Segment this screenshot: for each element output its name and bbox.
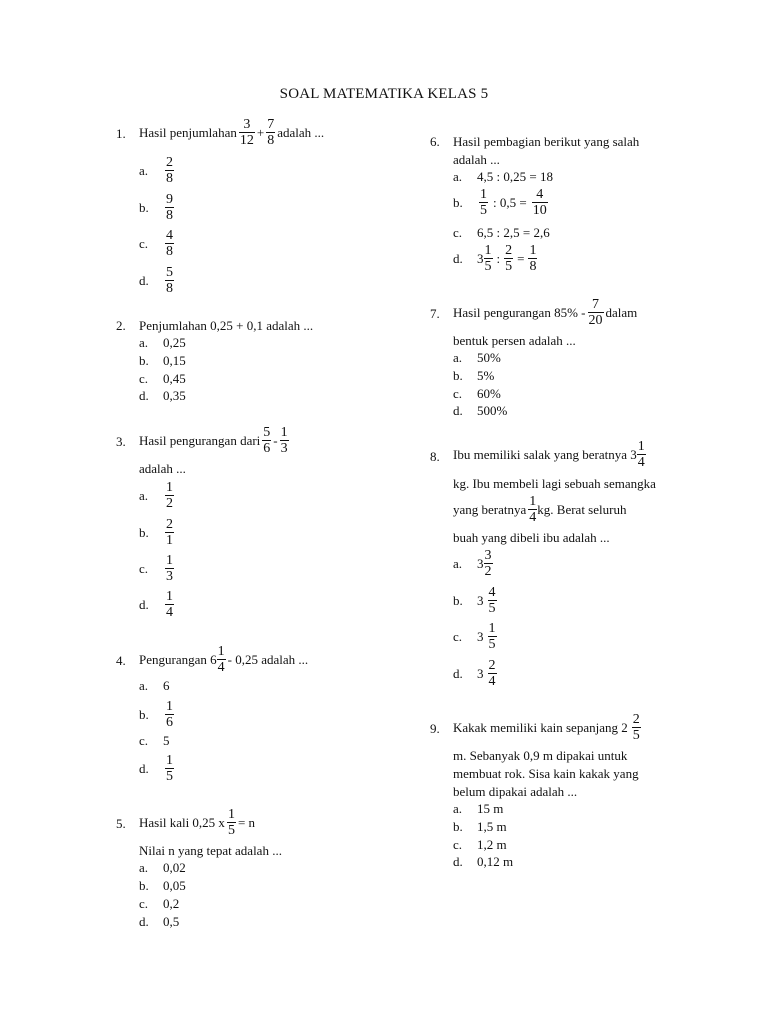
fraction xyxy=(637,439,646,470)
option-text: : 0,5 = xyxy=(493,194,527,210)
option-value: 4,5 : 0,25 = 18 xyxy=(477,169,553,184)
question-text xyxy=(453,439,648,470)
option-label: c. xyxy=(453,628,463,644)
question-number: 1. xyxy=(116,126,126,141)
numerator: 1 xyxy=(166,553,173,568)
option-c xyxy=(453,621,499,652)
option-label: b. xyxy=(139,524,149,540)
fraction xyxy=(227,807,236,838)
fraction xyxy=(280,425,289,456)
question-number: 4. xyxy=(116,653,126,668)
option-c xyxy=(139,896,179,912)
option-value: 60% xyxy=(477,386,501,401)
denominator: 2 xyxy=(166,496,173,511)
fraction xyxy=(239,117,255,148)
question-number: 6. xyxy=(430,134,440,149)
whole-number: 3 xyxy=(477,628,484,644)
option-label: b. xyxy=(453,368,463,383)
option-value: 50% xyxy=(477,350,501,365)
option-a xyxy=(453,801,503,817)
numerator: 1 xyxy=(227,807,235,822)
numerator: 2 xyxy=(632,712,640,727)
option-label: d. xyxy=(453,250,463,266)
numerator: 2 xyxy=(505,243,513,258)
denominator: 8 xyxy=(166,171,173,186)
numerator: 2 xyxy=(166,155,173,170)
option-value: 5% xyxy=(477,368,495,383)
option-label: d. xyxy=(139,914,149,929)
option-a xyxy=(453,548,495,579)
option-label: d. xyxy=(453,403,463,418)
denominator: 4 xyxy=(488,674,496,689)
numerator: 4 xyxy=(166,228,173,243)
option-b xyxy=(453,187,550,218)
denominator: 5 xyxy=(166,769,173,784)
question-text-continued: kg. Ibu membeli lagi sebuah semangka xyxy=(453,476,656,491)
option-c xyxy=(453,225,550,241)
option-label: a. xyxy=(453,555,463,571)
option-value: 1,5 m xyxy=(477,819,507,834)
numerator: 1 xyxy=(480,187,487,202)
fraction xyxy=(488,658,497,689)
fraction xyxy=(528,243,537,274)
denominator: 5 xyxy=(480,203,487,218)
fraction xyxy=(528,494,537,525)
fraction xyxy=(632,712,641,743)
numerator: 1 xyxy=(166,753,173,768)
question-text-part: Ibu memiliki salak yang beratnya 3 xyxy=(453,446,637,462)
option-b xyxy=(139,878,186,894)
denominator: 5 xyxy=(632,728,640,743)
option-label: d. xyxy=(139,388,149,403)
numerator: 1 xyxy=(166,480,173,495)
fraction xyxy=(588,297,604,328)
denominator: 5 xyxy=(227,823,235,838)
question-text-part: adalah ... xyxy=(277,124,325,140)
denominator: 1 xyxy=(166,533,173,548)
fraction xyxy=(262,425,271,456)
question-text-part: Kakak memiliki kain sepanjang 2 xyxy=(453,719,628,735)
fraction xyxy=(165,155,174,186)
option-c xyxy=(139,228,176,259)
option-c xyxy=(453,837,507,853)
numerator: 5 xyxy=(263,425,271,440)
denominator: 5 xyxy=(484,259,492,274)
option-value: 0,45 xyxy=(163,371,186,386)
option-label: c. xyxy=(453,837,463,852)
question-text-continued: adalah ... xyxy=(139,461,186,476)
option-d xyxy=(453,403,507,419)
question-text-part: Hasil penjumlahan xyxy=(139,124,237,140)
option-label: a. xyxy=(139,860,149,875)
denominator: 12 xyxy=(239,133,254,148)
question-text-part: kg. Berat seluruh xyxy=(537,501,627,517)
option-d xyxy=(139,265,176,296)
operator: = xyxy=(517,250,525,266)
numerator: 2 xyxy=(166,517,173,532)
option-a xyxy=(139,155,176,186)
numerator: 7 xyxy=(592,297,599,312)
question-number: 8. xyxy=(430,449,440,464)
question-number: 9. xyxy=(430,721,440,736)
option-a xyxy=(453,350,501,366)
numerator: 1 xyxy=(166,699,173,714)
question-text xyxy=(139,425,291,456)
option-label: d. xyxy=(453,854,463,869)
option-c xyxy=(139,371,186,387)
option-label: d. xyxy=(453,665,463,681)
denominator: 6 xyxy=(166,715,173,730)
option-a xyxy=(139,678,170,694)
option-value: 500% xyxy=(477,403,508,418)
option-d xyxy=(139,589,176,620)
fraction xyxy=(484,243,493,274)
denominator: 3 xyxy=(280,441,288,456)
denominator: 4 xyxy=(637,455,645,470)
question-text xyxy=(453,712,643,743)
fraction xyxy=(484,548,493,579)
question-text-part: - 0,25 adalah ... xyxy=(227,651,309,667)
denominator: 6 xyxy=(263,441,271,456)
numerator: 1 xyxy=(217,644,225,659)
option-label: a. xyxy=(139,487,149,503)
numerator: 9 xyxy=(166,192,173,207)
option-label: c. xyxy=(139,896,149,911)
option-a xyxy=(139,480,176,511)
option-c xyxy=(139,733,170,749)
denominator: 3 xyxy=(166,569,173,584)
question-number: 2. xyxy=(116,318,126,333)
question-text-part: dalam xyxy=(605,304,638,320)
option-label: a. xyxy=(139,335,149,350)
option-label: b. xyxy=(139,706,149,722)
denominator: 8 xyxy=(166,281,173,296)
operator: + xyxy=(256,124,265,140)
whole-number: 3 xyxy=(477,250,484,266)
option-value: 6 xyxy=(163,678,170,693)
option-a xyxy=(139,335,186,351)
operator: - xyxy=(273,432,278,448)
question-text: Hasil pembagian berikut yang salah xyxy=(453,134,640,149)
question-text-continued: m. Sebanyak 0,9 m dipakai untuk xyxy=(453,748,628,763)
fraction xyxy=(217,644,226,675)
denominator: 4 xyxy=(529,510,537,525)
option-label: b. xyxy=(453,194,463,210)
option-label: b. xyxy=(139,878,149,893)
option-a xyxy=(453,169,553,185)
option-label: c. xyxy=(139,235,149,251)
option-value: 1,2 m xyxy=(477,837,507,852)
fraction xyxy=(165,589,174,620)
denominator: 5 xyxy=(488,637,496,652)
question-number: 7. xyxy=(430,306,440,321)
fraction xyxy=(165,480,174,511)
option-b xyxy=(453,368,494,384)
numerator: 1 xyxy=(488,621,496,636)
fraction xyxy=(165,228,174,259)
numerator: 1 xyxy=(280,425,288,440)
question-text-continued: buah yang dibeli ibu adalah ... xyxy=(453,530,610,545)
option-label: a. xyxy=(453,350,463,365)
fraction xyxy=(165,192,174,223)
option-b xyxy=(139,517,176,548)
numerator: 3 xyxy=(484,548,492,563)
numerator: 1 xyxy=(529,243,537,258)
option-c xyxy=(139,553,176,584)
option-label: c. xyxy=(139,560,149,576)
question-text-continued: adalah ... xyxy=(453,152,500,167)
option-b xyxy=(139,699,176,730)
option-d xyxy=(139,753,176,784)
whole-number: 3 xyxy=(477,592,484,608)
question-text-part: yang beratnya xyxy=(453,501,527,517)
operator: : xyxy=(496,250,501,266)
question-text-continued xyxy=(453,494,626,525)
denominator: 8 xyxy=(267,133,275,148)
option-d xyxy=(453,243,539,274)
numerator: 2 xyxy=(488,658,496,673)
numerator: 4 xyxy=(536,187,544,202)
fraction xyxy=(488,585,497,616)
fraction xyxy=(504,243,513,274)
option-b xyxy=(453,819,507,835)
fraction xyxy=(479,187,488,218)
fraction xyxy=(165,517,174,548)
denominator: 8 xyxy=(166,244,173,259)
option-label: c. xyxy=(453,386,463,401)
question-text-part: Pengurangan 6 xyxy=(139,651,217,667)
question-text-continued: bentuk persen adalah ... xyxy=(453,333,576,348)
option-value: 0,12 m xyxy=(477,854,514,869)
numerator: 1 xyxy=(637,439,645,454)
question-text-continued: belum dipakai adalah ... xyxy=(453,784,578,799)
option-value: 0,5 xyxy=(163,914,180,929)
question-text xyxy=(139,807,255,838)
fraction xyxy=(165,553,174,584)
whole-number: 3 xyxy=(477,665,484,681)
question-text-part: Hasil pengurangan 85% - xyxy=(453,304,586,320)
question-text-continued: Nilai n yang tepat adalah ... xyxy=(139,843,282,858)
fraction xyxy=(488,621,497,652)
option-a xyxy=(139,860,186,876)
option-value: 0,05 xyxy=(163,878,186,893)
question-text-part: Hasil kali 0,25 x xyxy=(139,814,225,830)
option-label: d. xyxy=(139,596,149,612)
question-number: 5. xyxy=(116,816,126,831)
option-label: a. xyxy=(139,162,149,178)
option-label: c. xyxy=(453,225,463,240)
option-d xyxy=(453,854,513,870)
whole-number: 3 xyxy=(477,555,484,571)
question-text xyxy=(139,644,308,675)
fraction xyxy=(532,187,548,218)
option-d xyxy=(453,658,499,689)
denominator: 8 xyxy=(529,259,537,274)
option-value: 0,35 xyxy=(163,388,186,403)
numerator: 1 xyxy=(166,589,173,604)
option-value: 6,5 : 2,5 = 2,6 xyxy=(477,225,550,240)
option-value: 15 m xyxy=(477,801,504,816)
option-label: a. xyxy=(139,678,149,693)
option-label: b. xyxy=(453,592,463,608)
option-label: b. xyxy=(139,199,149,215)
denominator: 5 xyxy=(488,601,496,616)
option-label: d. xyxy=(139,272,149,288)
page-title: SOAL MATEMATIKA KELAS 5 xyxy=(279,86,489,102)
option-b xyxy=(139,192,176,223)
fraction xyxy=(165,753,174,784)
denominator: 10 xyxy=(532,203,547,218)
denominator: 8 xyxy=(166,208,173,223)
option-value: 5 xyxy=(163,733,170,748)
question-text-part: Hasil pengurangan dari xyxy=(139,432,261,448)
denominator: 20 xyxy=(588,313,603,328)
option-label: b. xyxy=(139,353,149,368)
fraction xyxy=(165,699,174,730)
option-value: 0,02 xyxy=(163,860,186,875)
numerator: 5 xyxy=(166,265,173,280)
option-label: b. xyxy=(453,819,463,834)
numerator: 7 xyxy=(267,117,275,132)
question-text-part: = n xyxy=(237,814,256,830)
option-label: c. xyxy=(139,371,149,386)
numerator: 4 xyxy=(488,585,496,600)
option-d xyxy=(139,914,179,930)
option-c xyxy=(453,386,501,402)
numerator: 3 xyxy=(243,117,251,132)
option-value: 0,15 xyxy=(163,353,186,368)
fraction xyxy=(266,117,275,148)
option-label: c. xyxy=(139,733,149,748)
option-value: 0,25 xyxy=(163,335,186,350)
question-text-continued: membuat rok. Sisa kain kakak yang xyxy=(453,766,639,781)
option-label: a. xyxy=(453,801,463,816)
option-label: a. xyxy=(453,169,463,184)
option-d xyxy=(139,388,186,404)
fraction xyxy=(165,265,174,296)
option-label: d. xyxy=(139,760,149,776)
denominator: 4 xyxy=(166,605,173,620)
denominator: 2 xyxy=(484,564,492,579)
option-value: 0,2 xyxy=(163,896,180,911)
question-text xyxy=(453,297,637,328)
numerator: 1 xyxy=(529,494,537,509)
denominator: 4 xyxy=(217,660,225,675)
question-text xyxy=(139,117,324,148)
question-text: Penjumlahan 0,25 + 0,1 adalah ... xyxy=(139,318,314,333)
option-b xyxy=(453,585,499,616)
denominator: 5 xyxy=(505,259,513,274)
numerator: 1 xyxy=(484,243,492,258)
question-number: 3. xyxy=(116,434,126,449)
option-b xyxy=(139,353,186,369)
